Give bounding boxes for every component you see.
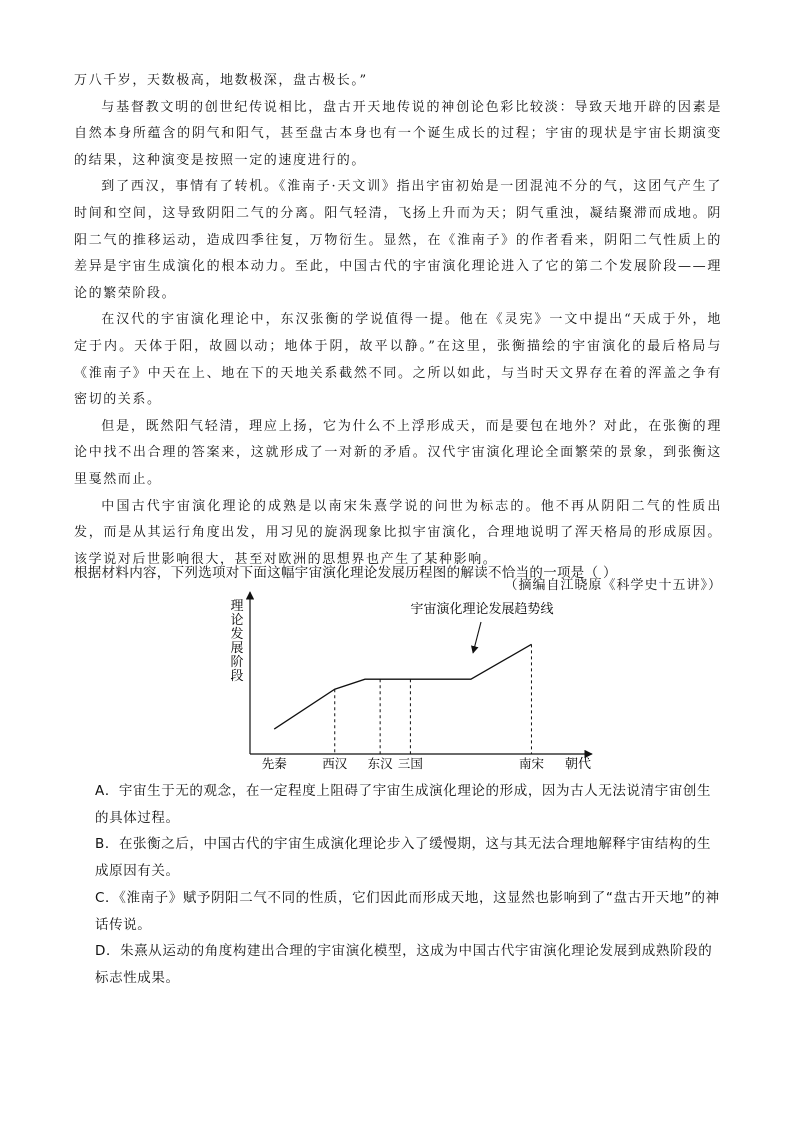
trend-annotation: 宇宙演化理论发展趋势线 bbox=[410, 602, 554, 617]
passage-paragraph-5: 但是，既然阳气轻清，理应上扬，它为什么不上浮形成天，而是要包在地外？对此，在张衡的理论中找不出合理的答案来，这就形成了一对新的矛盾。汉代宇宙演化理论全面繁荣的景象，到张衡这里戛然而止。 bbox=[74, 418, 722, 487]
x-tick-label: 东汉 bbox=[367, 756, 393, 771]
trend-chart bbox=[200, 586, 600, 772]
option-a: A．宇宙生于无的观念，在一定程度上阻碍了宇宙生成演化理论的形成，因为古人无法说清宇宙创生的具体过程。 bbox=[95, 783, 712, 826]
passage-paragraph-2: 与基督教文明的创世纪传说相比，盘古开天地传说的神创论色彩比较淡：导致天地开辟的因素是自然本身所蕴含的阴气和阳气，甚至盘古本身也有一个诞生成长的过程；宇宙的现状是宇宙长期演变的结果，这种演变是按照一定的速度进行的。 bbox=[74, 99, 722, 168]
question-stem: 根据材料内容，下列选项对下面这幅宇宙演化理论发展历程图的解读不恰当的一项是（ ） bbox=[74, 565, 617, 581]
passage-paragraph-1: 万八千岁，天数极高，地数极深，盘古极长。” bbox=[74, 73, 368, 88]
trend-line bbox=[274, 644, 531, 729]
x-tick-label: 南宋 bbox=[518, 756, 544, 771]
y-axis-label: 理论发展阶段 bbox=[230, 599, 244, 684]
trend-chart-svg bbox=[200, 586, 600, 772]
x-axis-label: 朝代 bbox=[564, 757, 592, 772]
option-b: B．在张衡之后，中国古代的宇宙生成演化理论步入了缓慢期，这与其无法合理地解释宇宙结构的生成原因有关。 bbox=[95, 836, 712, 880]
passage bbox=[74, 68, 722, 600]
x-tick-label: 西汉 bbox=[322, 756, 348, 771]
annotation-arrow bbox=[473, 622, 481, 653]
options-list bbox=[95, 778, 725, 992]
passage-paragraph-3: 到了西汉，事情有了转机。《淮南子·天文训》指出宇宙初始是一团混沌不分的气，这团气产生了时间和空间，这导致阴阳二气的分离。阳气轻清，飞扬上升而为天；阴气重浊，凝结聚滞而成地。阴阳二气的推移运动，造成四季往复，万物衍生。显然，在《淮南子》的作者看来，阴阳二气性质上的差异是宇宙生成演化的根本动力。至此，中国古代的宇宙演化理论进入了它的第二个发展阶段——理论的繁荣阶段。 bbox=[74, 179, 722, 301]
option-c: C．《淮南子》赋予阴阳二气不同的性质，它们因此而形成天地，这显然也影响到了“盘古开天地”的神话传说。 bbox=[95, 889, 720, 933]
source-citation: （摘编自江晓原《科学史十五讲》） bbox=[504, 578, 722, 594]
x-tick-label: 三国 bbox=[397, 756, 423, 771]
option-d: D．朱熹从运动的角度构建出合理的宇宙演化模型，这成为中国古代宇宙演化理论发展到成熟阶段的标志性成果。 bbox=[95, 943, 713, 986]
passage-paragraph-4: 在汉代的宇宙演化理论中，东汉张衡的学说值得一提。他在《灵宪》一文中提出“天成于外，地定于内。天体于阳，故圆以动；地体于阴，故平以静。”在这里，张衡描绘的宇宙演化的最后格局与《淮南子》中天在上、地在下的天地关系截然不同。之所以如此，与当时天文界存在着的浑盖之争有密切的关系。 bbox=[74, 312, 722, 408]
passage-paragraph-6: 中国古代宇宙演化理论的成熟是以南宋朱熹学说的问世为标志的。他不再从阴阳二气的性质出发，而是从其运行角度出发，用习见的旋涡现象比拟宇宙演化，合理地说明了浑天格局的形成原因。该学说对后世影响很大，甚至对欧洲的思想界也产生了某种影响。 bbox=[74, 498, 722, 567]
x-tick-label: 先秦 bbox=[261, 756, 287, 771]
